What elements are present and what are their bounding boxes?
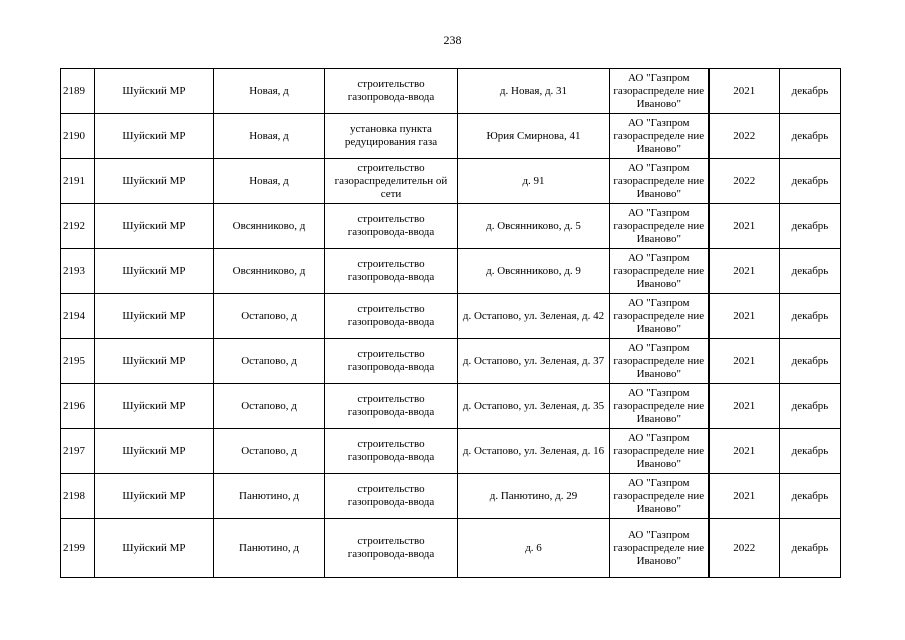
organization-cell: АО "Газпром газораспределе ние Иваново" <box>610 474 709 519</box>
table-row <box>61 474 841 519</box>
table-row <box>61 204 841 249</box>
work-type-cell: строительство газопровода-ввода <box>325 294 458 339</box>
settlement-cell: Остапово, д <box>214 339 325 384</box>
row-number-cell: 2192 <box>61 204 95 249</box>
year-cell: 2021 <box>709 69 780 114</box>
district-cell: Шуйский МР <box>95 519 214 578</box>
district-cell: Шуйский МР <box>95 249 214 294</box>
gasification-table <box>60 68 841 578</box>
work-type-cell: строительство газопровода-ввода <box>325 429 458 474</box>
month-cell: декабрь <box>780 519 841 578</box>
table-row <box>61 429 841 474</box>
organization-cell: АО "Газпром газораспределе ние Иваново" <box>610 159 709 204</box>
table-row <box>61 249 841 294</box>
settlement-cell: Остапово, д <box>214 429 325 474</box>
address-cell: д. 6 <box>458 519 610 578</box>
year-cell: 2022 <box>709 159 780 204</box>
table-row <box>61 339 841 384</box>
year-cell: 2021 <box>709 249 780 294</box>
table-row <box>61 159 841 204</box>
work-type-cell: строительство газопровода-ввода <box>325 384 458 429</box>
month-cell: декабрь <box>780 249 841 294</box>
settlement-cell: Остапово, д <box>214 294 325 339</box>
organization-cell: АО "Газпром газораспределе ние Иваново" <box>610 69 709 114</box>
work-type-cell: строительство газопровода-ввода <box>325 249 458 294</box>
table-row <box>61 384 841 429</box>
settlement-cell: Остапово, д <box>214 384 325 429</box>
table-row <box>61 519 841 578</box>
settlement-cell: Панютино, д <box>214 519 325 578</box>
year-cell: 2021 <box>709 339 780 384</box>
address-cell: д. Панютино, д. 29 <box>458 474 610 519</box>
row-number-cell: 2191 <box>61 159 95 204</box>
settlement-cell: Овсянниково, д <box>214 249 325 294</box>
table-body <box>61 69 841 578</box>
district-cell: Шуйский МР <box>95 159 214 204</box>
row-number-cell: 2189 <box>61 69 95 114</box>
district-cell: Шуйский МР <box>95 474 214 519</box>
settlement-cell: Новая, д <box>214 159 325 204</box>
month-cell: декабрь <box>780 159 841 204</box>
month-cell: декабрь <box>780 474 841 519</box>
district-cell: Шуйский МР <box>95 204 214 249</box>
district-cell: Шуйский МР <box>95 294 214 339</box>
month-cell: декабрь <box>780 384 841 429</box>
row-number-cell: 2193 <box>61 249 95 294</box>
address-cell: Юрия Смирнова, 41 <box>458 114 610 159</box>
work-type-cell: строительство газопровода-ввода <box>325 339 458 384</box>
work-type-cell: строительство газораспределительн ой сети <box>325 159 458 204</box>
address-cell: д. Остапово, ул. Зеленая, д. 42 <box>458 294 610 339</box>
settlement-cell: Овсянниково, д <box>214 204 325 249</box>
year-cell: 2021 <box>709 204 780 249</box>
row-number-cell: 2197 <box>61 429 95 474</box>
month-cell: декабрь <box>780 339 841 384</box>
organization-cell: АО "Газпром газораспределе ние Иваново" <box>610 384 709 429</box>
organization-cell: АО "Газпром газораспределе ние Иваново" <box>610 339 709 384</box>
row-number-cell: 2195 <box>61 339 95 384</box>
month-cell: декабрь <box>780 69 841 114</box>
settlement-cell: Новая, д <box>214 69 325 114</box>
year-cell: 2021 <box>709 474 780 519</box>
organization-cell: АО "Газпром газораспределе ние Иваново" <box>610 114 709 159</box>
district-cell: Шуйский МР <box>95 114 214 159</box>
work-type-cell: строительство газопровода-ввода <box>325 474 458 519</box>
page-number: 238 <box>443 33 462 47</box>
table-row <box>61 114 841 159</box>
row-number-cell: 2190 <box>61 114 95 159</box>
month-cell: декабрь <box>780 114 841 159</box>
month-cell: декабрь <box>780 429 841 474</box>
organization-cell: АО "Газпром газораспределе ние Иваново" <box>610 519 709 578</box>
year-cell: 2022 <box>709 519 780 578</box>
organization-cell: АО "Газпром газораспределе ние Иваново" <box>610 429 709 474</box>
organization-cell: АО "Газпром газораспределе ние Иваново" <box>610 249 709 294</box>
month-cell: декабрь <box>780 204 841 249</box>
month-cell: декабрь <box>780 294 841 339</box>
work-type-cell: строительство газопровода-ввода <box>325 69 458 114</box>
row-number-cell: 2196 <box>61 384 95 429</box>
row-number-cell: 2194 <box>61 294 95 339</box>
year-cell: 2021 <box>709 429 780 474</box>
work-type-cell: строительство газопровода-ввода <box>325 519 458 578</box>
district-cell: Шуйский МР <box>95 69 214 114</box>
address-cell: д. Овсянниково, д. 5 <box>458 204 610 249</box>
year-cell: 2021 <box>709 384 780 429</box>
district-cell: Шуйский МР <box>95 384 214 429</box>
work-type-cell: строительство газопровода-ввода <box>325 204 458 249</box>
address-cell: д. Остапово, ул. Зеленая, д. 35 <box>458 384 610 429</box>
organization-cell: АО "Газпром газораспределе ние Иваново" <box>610 294 709 339</box>
address-cell: д. Овсянниково, д. 9 <box>458 249 610 294</box>
settlement-cell: Новая, д <box>214 114 325 159</box>
row-number-cell: 2198 <box>61 474 95 519</box>
address-cell: д. 91 <box>458 159 610 204</box>
work-type-cell: установка пункта редуцирования газа <box>325 114 458 159</box>
address-cell: д. Новая, д. 31 <box>458 69 610 114</box>
settlement-cell: Панютино, д <box>214 474 325 519</box>
address-cell: д. Остапово, ул. Зеленая, д. 37 <box>458 339 610 384</box>
table-row <box>61 69 841 114</box>
year-cell: 2021 <box>709 294 780 339</box>
address-cell: д. Остапово, ул. Зеленая, д. 16 <box>458 429 610 474</box>
district-cell: Шуйский МР <box>95 339 214 384</box>
organization-cell: АО "Газпром газораспределе ние Иваново" <box>610 204 709 249</box>
row-number-cell: 2199 <box>61 519 95 578</box>
district-cell: Шуйский МР <box>95 429 214 474</box>
year-cell: 2022 <box>709 114 780 159</box>
table-row <box>61 294 841 339</box>
